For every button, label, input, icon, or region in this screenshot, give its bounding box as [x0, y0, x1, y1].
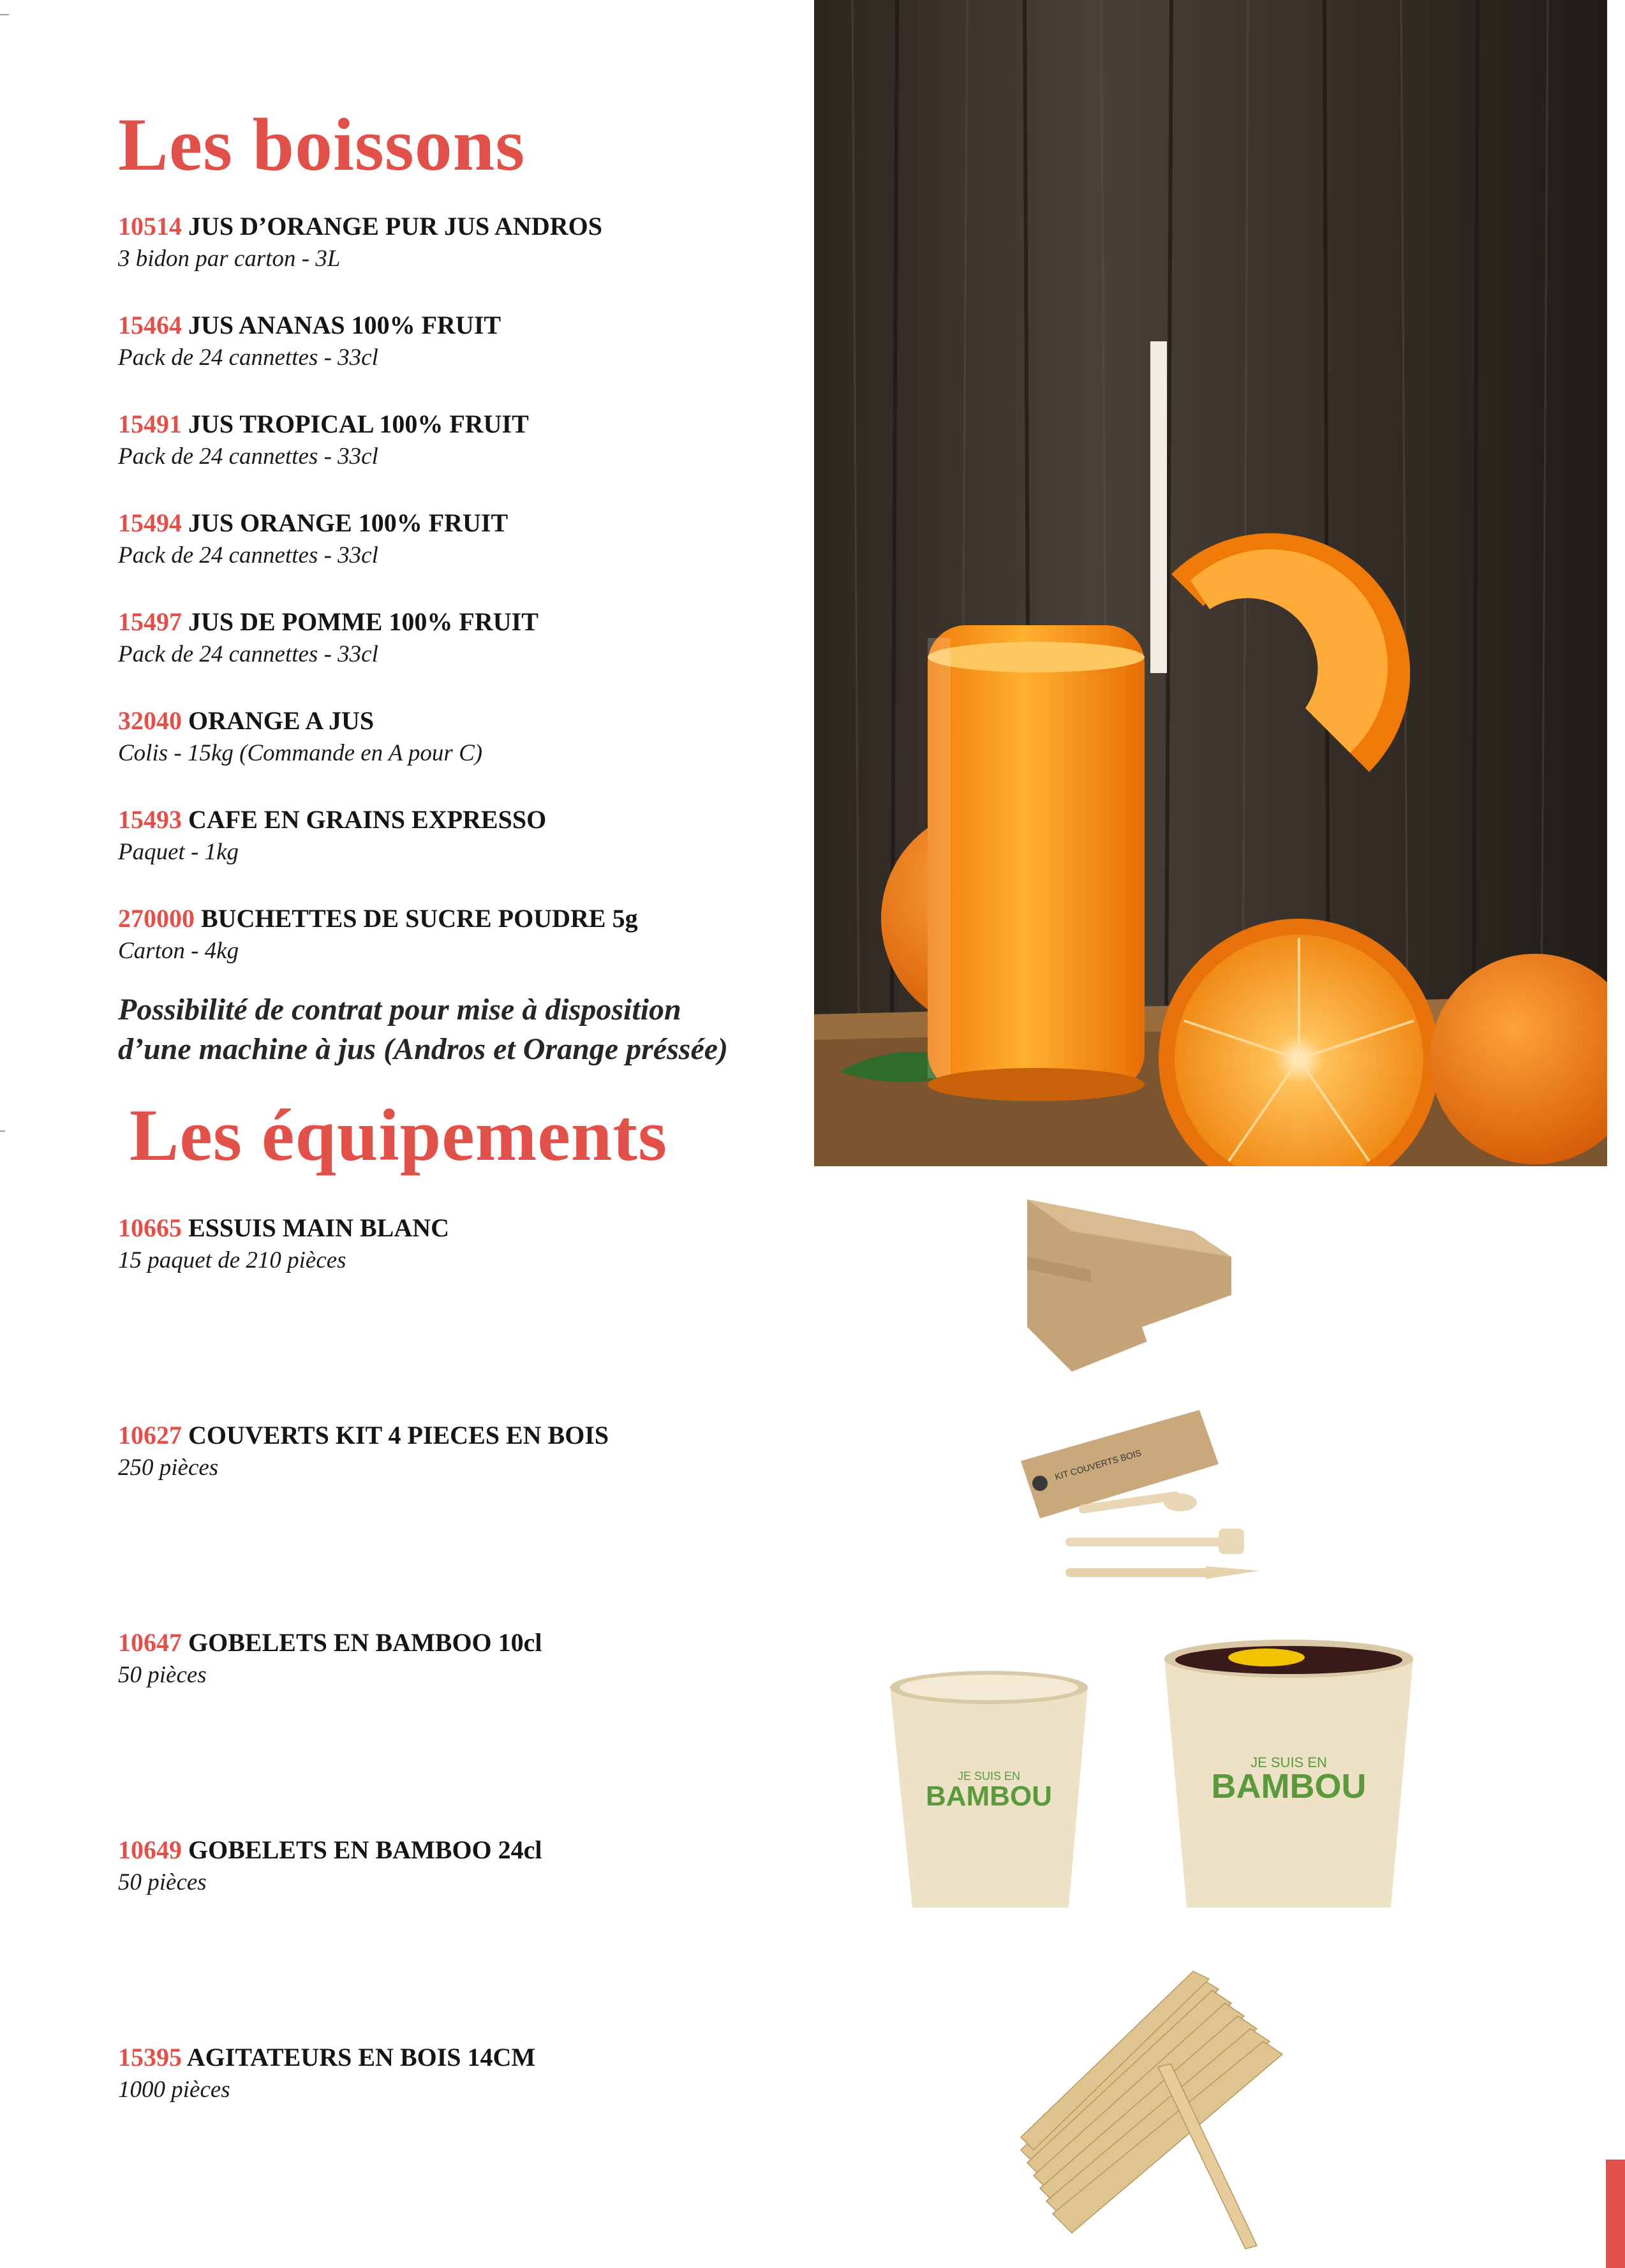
- crop-mark-top-left: [0, 14, 9, 15]
- section-title-equipements: Les équipements: [130, 1095, 668, 1176]
- product-code: 15395: [118, 2043, 182, 2072]
- product-description: Pack de 24 cannettes - 33cl: [118, 542, 378, 568]
- product-name: GOBELETS EN BAMBOO 10cl: [188, 1628, 542, 1657]
- cup-brand-text: BAMBOU: [1211, 1767, 1367, 1805]
- product-description: Colis - 15kg (Commande en A pour C): [118, 740, 483, 766]
- list-item: [118, 1212, 788, 1277]
- cutlery-pouch-label: KIT COUVERTS BOIS: [1053, 1447, 1143, 1482]
- list-item: [118, 903, 788, 968]
- product-code: 10627: [118, 1421, 182, 1449]
- product-name: JUS ORANGE 100% FRUIT: [188, 508, 508, 537]
- product-name: AGITATEURS EN BOIS 14CM: [186, 2043, 536, 2072]
- product-code: 10665: [118, 1213, 182, 1242]
- product-code: 15491: [118, 410, 182, 438]
- list-item: [118, 408, 788, 473]
- product-name: GOBELETS EN BAMBOO 24cl: [188, 1835, 542, 1864]
- list-item: [118, 1627, 788, 1692]
- cup-brand-text: JE SUIS EN: [957, 1770, 1021, 1783]
- list-item: [118, 1834, 788, 1899]
- product-code: 15464: [118, 311, 182, 339]
- wooden-cutlery-kit-image: [1008, 1404, 1276, 1608]
- product-code: 15494: [118, 508, 182, 537]
- section-title-boissons: Les boissons: [118, 103, 526, 186]
- product-name: JUS ANANAS 100% FRUIT: [188, 311, 501, 339]
- product-code: 270000: [118, 904, 195, 933]
- orange-juice-photo: [814, 0, 1607, 1166]
- paper-towel-image: [1002, 1174, 1244, 1378]
- cup-brand-text: JE SUIS EN: [1250, 1754, 1327, 1770]
- product-code: 15493: [118, 805, 182, 834]
- product-description: 15 paquet de 210 pièces: [118, 1247, 346, 1273]
- list-item: [118, 1419, 788, 1485]
- contract-note-line: d’une machine à jus (Andros et Orange préssée): [118, 1032, 729, 1066]
- list-item: [118, 2042, 788, 2107]
- list-item: [118, 309, 788, 374]
- cup-brand-text: BAMBOU: [926, 1781, 1052, 1812]
- product-description: Pack de 24 cannettes - 33cl: [118, 443, 378, 470]
- product-code: 10649: [118, 1835, 182, 1864]
- list-item: [118, 606, 788, 671]
- product-name: ESSUIS MAIN BLANC: [188, 1213, 449, 1242]
- list-item: [118, 507, 788, 572]
- product-description: Pack de 24 cannettes - 33cl: [118, 345, 378, 371]
- product-name: BUCHETTES DE SUCRE POUDRE 5g: [201, 904, 638, 933]
- product-code: 15497: [118, 607, 182, 636]
- crop-mark-left-middle: [0, 1130, 5, 1132]
- product-description: Carton - 4kg: [118, 938, 239, 964]
- product-description: 3 bidon par carton - 3L: [118, 246, 341, 272]
- page-edge-tab: [1606, 2160, 1625, 2268]
- product-description: 250 pièces: [118, 1455, 219, 1481]
- product-name: ORANGE A JUS: [188, 706, 375, 735]
- contract-note: [118, 990, 820, 1069]
- contract-note-line: Possibilité de contrat pour mise à disposition: [118, 993, 681, 1027]
- straw: [1150, 341, 1167, 673]
- product-name: JUS D’ORANGE PUR JUS ANDROS: [188, 212, 602, 241]
- product-description: 50 pièces: [118, 1662, 207, 1688]
- product-name: JUS DE POMME 100% FRUIT: [188, 607, 538, 636]
- list-item: [118, 705, 788, 770]
- juice-glass: [928, 625, 1145, 1101]
- product-description: Pack de 24 cannettes - 33cl: [118, 641, 378, 667]
- cup-small: [890, 1671, 1088, 1908]
- product-name: JUS TROPICAL 100% FRUIT: [188, 410, 529, 438]
- list-item: [118, 804, 788, 869]
- bamboo-cups-image: [884, 1633, 1426, 1920]
- product-name: CAFE EN GRAINS EXPRESSO: [188, 805, 547, 834]
- product-description: 1000 pièces: [118, 2077, 230, 2103]
- product-description: 50 pièces: [118, 1869, 207, 1895]
- wooden-stirrers-image: [1008, 1959, 1314, 2258]
- product-code: 32040: [118, 706, 182, 735]
- product-name: COUVERTS KIT 4 PIECES EN BOIS: [188, 1421, 609, 1449]
- product-description: Paquet - 1kg: [118, 839, 239, 865]
- list-item: [118, 211, 788, 276]
- cup-large: [1164, 1640, 1413, 1908]
- product-code: 10514: [118, 212, 182, 241]
- product-code: 10647: [118, 1628, 182, 1657]
